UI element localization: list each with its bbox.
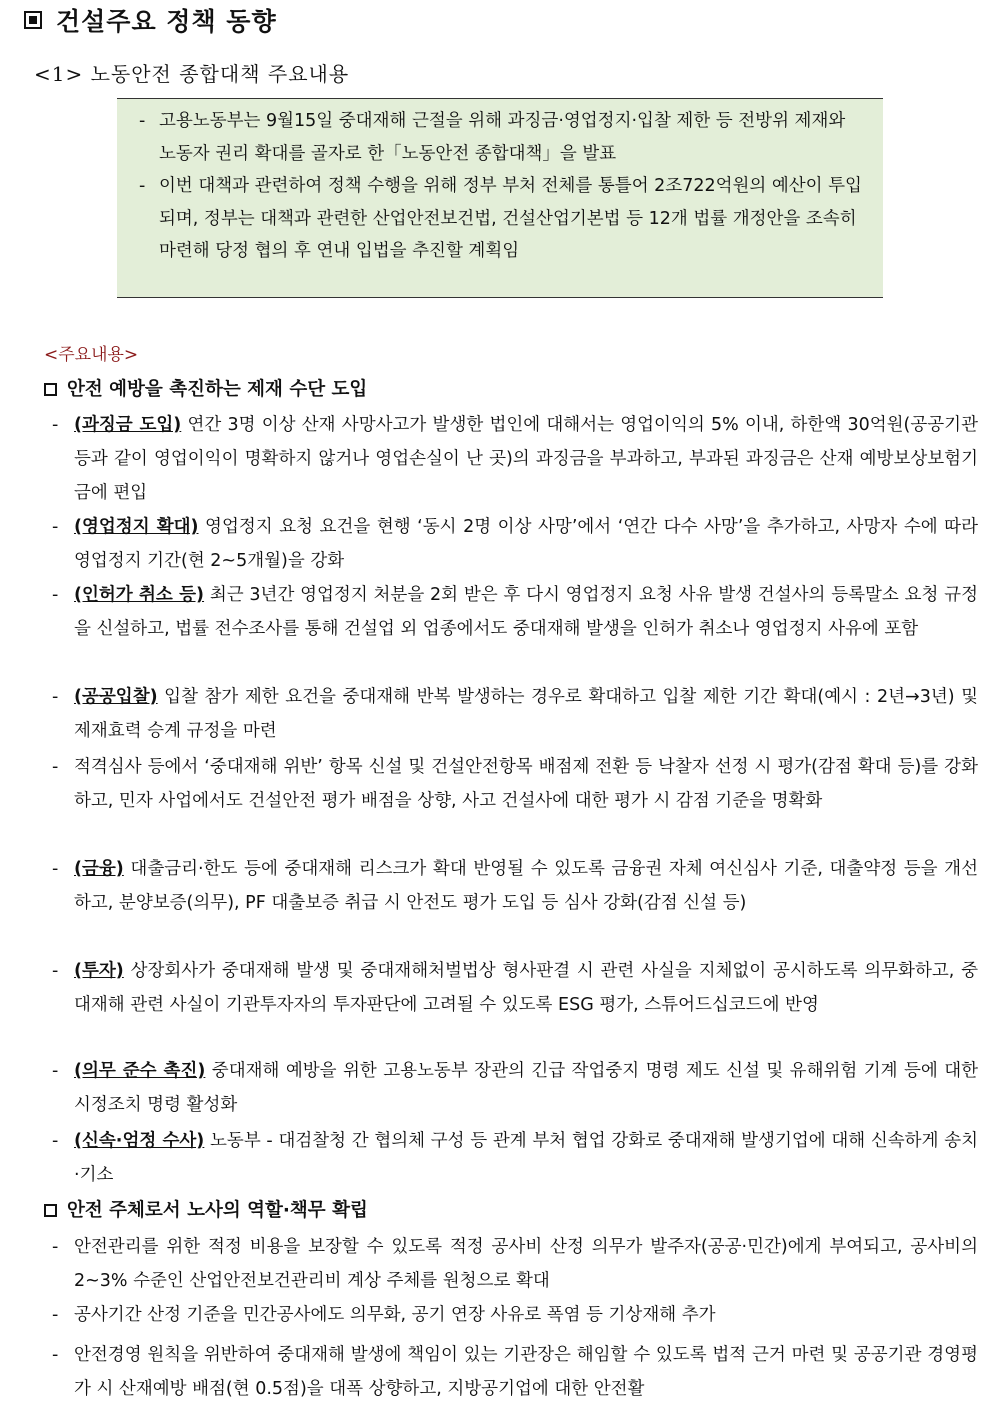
list-item: - (신속·엄정 수사) 노동부 - 대검찰청 간 협의체 구성 등 관계 부처 협업 강화로 중대재해 발생기업에 대해 신속하게 송치·기소 xyxy=(52,1131,979,1185)
category-title: 안전 주체로서 노사의 역할·책무 확립 xyxy=(67,1200,368,1221)
item-text: 연간 3명 이상 산재 사망사고가 발생한 법인에 대해서는 영업이익의 5% 이내, 하한액 30억원(공공기관 등과 같이 영업이익이 명확하지 않거나 영업손실이 난 곳)의 과징금을 부과하고, 부과된 과징금은 산재 예방보상보험기금에 편입 xyxy=(74,415,978,503)
checkbox-square-icon xyxy=(44,1204,57,1217)
item-text: 안전경영 원칙을 위반하여 중대재해 발생에 책임이 있는 기관장은 해임할 수 있도록 법적 근거 마련 및 공공기관 경영평가 시 산재예방 배점(현 0.5점)을 대폭 상향하고, 지방공기업에 대한 안전활 xyxy=(74,1345,978,1399)
summary-paragraph: - 고용노동부는 9월15일 중대재해 근절을 위해 과징금·영업정지·입찰 제한 등 전방위 제재와 노동자 권리 확대를 골자로 한「노동안전 종합대책」을 발표 xyxy=(139,105,863,170)
item-text: 영업정지 요청 요건을 현행 ‘동시 2명 이상 사망’에서 ‘연간 다수 사망’을 추가하고, 사망자 수에 따라 영업정지 기간(현 2~5개월)을 강화 xyxy=(74,517,978,571)
item-keyword: (공공입찰) xyxy=(74,687,158,707)
list-item: - (과징금 도입) 연간 3명 이상 산재 사망사고가 발생한 법인에 대해서는 영업이익의 5% 이내, 하한액 30억원(공공기관 등과 같이 영업이익이 명확하지 않거나 영업손실이 난 곳)의 과징금을 부과하고, 부과된 과징금은 산재 예방보상보험기금에 편입 xyxy=(52,415,978,503)
item-keyword: (과징금 도입) xyxy=(74,415,182,435)
item-text: 노동부 - 대검찰청 간 협의체 구성 등 관계 부처 협업 강화로 중대재해 발생기업에 대해 신속하게 송치·기소 xyxy=(74,1131,979,1185)
category-heading xyxy=(44,1196,368,1222)
summary-text: 이번 대책과 관련하여 정책 수행을 위해 정부 부처 전체를 통틀어 2조722억원의 예산이 투입되며, 정부는 대책과 관련한 산업안전보건법, 건설산업기본법 등 12개 법률 개정안을 조속히 마련해 당정 협의 후 연내 입법을 추진할 계획임 xyxy=(159,176,862,261)
summary-paragraph: - 이번 대책과 관련하여 정책 수행을 위해 정부 부처 전체를 통틀어 2조722억원의 예산이 투입되며, 정부는 대책과 관련한 산업안전보건법, 건설산업기본법 등 12개 법률 개정안을 조속히 마련해 당정 협의 후 연내 입법을 추진할 계획임 xyxy=(139,170,863,268)
item-text: 최근 3년간 영업정지 처분을 2회 받은 후 다시 영업정지 요청 사유 발생 건설사의 등록말소 요청 규정을 신설하고, 법률 전수조사를 통해 건설업 외 업종에서도 중대재해 발생을 인허가 취소나 영업정지 사유에 포함 xyxy=(74,585,978,639)
checkbox-square-icon xyxy=(44,383,57,396)
list-item: - (영업정지 확대) 영업정지 요청 요건을 현행 ‘동시 2명 이상 사망’에서 ‘연간 다수 사망’을 추가하고, 사망자 수에 따라 영업정지 기간(현 2~5개월)을 강화 xyxy=(52,517,978,571)
item-text: 안전관리를 위한 적정 비용을 보장할 수 있도록 적정 공사비 산정 의무가 발주자(공공·민간)에게 부여되고, 공사비의 2~3% 수준인 산업안전보건관리비 계상 주체를 원청으로 확대 xyxy=(74,1237,978,1291)
item-text: 중대재해 예방을 위한 고용노동부 장관의 긴급 작업중지 명령 제도 신설 및 유해위험 기계 등에 대한 시정조치 명령 활성화 xyxy=(74,1061,978,1115)
summary-box xyxy=(117,98,883,298)
list-item: - 적격심사 등에서 ‘중대재해 위반’ 항목 신설 및 건설안전항목 배점제 전환 등 낙찰자 선정 시 평가(감점 확대 등)를 강화하고, 민자 사업에서도 건설안전 평가 배점을 상향, 사고 건설사에 대한 평가 시 감점 기준을 명확화 xyxy=(52,757,978,811)
list-item: - 안전관리를 위한 적정 비용을 보장할 수 있도록 적정 공사비 산정 의무가 발주자(공공·민간)에게 부여되고, 공사비의 2~3% 수준인 산업안전보건관리비 계상 주체를 원청으로 확대 xyxy=(52,1237,978,1291)
filled-square-icon xyxy=(24,11,42,29)
item-text: 적격심사 등에서 ‘중대재해 위반’ 항목 신설 및 건설안전항목 배점제 전환 등 낙찰자 선정 시 평가(감점 확대 등)를 강화하고, 민자 사업에서도 건설안전 평가 배점을 상향, 사고 건설사에 대한 평가 시 감점 기준을 명확화 xyxy=(74,757,978,811)
list-item: - 공사기간 산정 기준을 민간공사에도 의무화, 공기 연장 사유로 폭염 등 기상재해 추가 xyxy=(52,1305,716,1325)
item-text: 입찰 참가 제한 요건을 중대재해 반복 발생하는 경우로 확대하고 입찰 제한 기간 확대(예시 : 2년→3년) 및 제재효력 승계 규정을 마련 xyxy=(74,687,978,741)
item-keyword: (신속·엄정 수사) xyxy=(74,1131,205,1151)
section-subtitle: <1> 노동안전 종합대책 주요내용 xyxy=(34,62,350,86)
item-keyword: (금융) xyxy=(74,859,124,879)
item-text: 상장회사가 중대재해 발생 및 중대재해처벌법상 형사판결 시 관련 사실을 지체없이 공시하도록 의무화하고, 중대재해 관련 사실이 기관투자자의 투자판단에 고려될 수 있도록 ESG 평가, 스튜어드십코드에 반영 xyxy=(74,961,978,1015)
category-title: 안전 예방을 촉진하는 제재 수단 도입 xyxy=(67,379,368,400)
item-keyword: (인허가 취소 등) xyxy=(74,585,205,605)
summary-text: 고용노동부는 9월15일 중대재해 근절을 위해 과징금·영업정지·입찰 제한 등 전방위 제재와 노동자 권리 확대를 골자로 한「노동안전 종합대책」을 발표 xyxy=(159,111,846,164)
item-text: 공사기간 산정 기준을 민간공사에도 의무화, 공기 연장 사유로 폭염 등 기상재해 추가 xyxy=(74,1305,716,1325)
document-title xyxy=(24,2,277,38)
item-keyword: (영업정지 확대) xyxy=(74,517,199,537)
document-title-text: 건설주요 정책 동향 xyxy=(56,7,277,36)
list-item: - (투자) 상장회사가 중대재해 발생 및 중대재해처벌법상 형사판결 시 관련 사실을 지체없이 공시하도록 의무화하고, 중대재해 관련 사실이 기관투자자의 투자판단에 고려될 수 있도록 ESG 평가, 스튜어드십코드에 반영 xyxy=(52,961,978,1015)
list-item: - (의무 준수 촉진) 중대재해 예방을 위한 고용노동부 장관의 긴급 작업중지 명령 제도 신설 및 유해위험 기계 등에 대한 시정조치 명령 활성화 xyxy=(52,1061,978,1115)
item-keyword: (투자) xyxy=(74,961,124,981)
list-item: - (공공입찰) 입찰 참가 제한 요건을 중대재해 반복 발생하는 경우로 확대하고 입찰 제한 기간 확대(예시 : 2년→3년) 및 제재효력 승계 규정을 마련 xyxy=(52,687,978,741)
main-contents-label: <주요내용> xyxy=(44,345,139,365)
category-heading xyxy=(44,375,367,401)
item-text: 대출금리·한도 등에 중대재해 리스크가 확대 반영될 수 있도록 금융권 자체 여신심사 기준, 대출약정 등을 개선하고, 분양보증(의무), PF 대출보증 취급 시 안전도 평가 도입 등 심사 강화(감점 신설 등) xyxy=(74,859,978,913)
item-keyword: (의무 준수 촉진) xyxy=(74,1061,206,1081)
list-item: - (인허가 취소 등) 최근 3년간 영업정지 처분을 2회 받은 후 다시 영업정지 요청 사유 발생 건설사의 등록말소 요청 규정을 신설하고, 법률 전수조사를 통해 건설업 외 업종에서도 중대재해 발생을 인허가 취소나 영업정지 사유에 포함 xyxy=(52,585,978,639)
list-item: - (금융) 대출금리·한도 등에 중대재해 리스크가 확대 반영될 수 있도록 금융권 자체 여신심사 기준, 대출약정 등을 개선하고, 분양보증(의무), PF 대출보증 취급 시 안전도 평가 도입 등 심사 강화(감점 신설 등) xyxy=(52,859,978,913)
list-item: - 안전경영 원칙을 위반하여 중대재해 발생에 책임이 있는 기관장은 해임할 수 있도록 법적 근거 마련 및 공공기관 경영평가 시 산재예방 배점(현 0.5점)을 대폭 상향하고, 지방공기업에 대한 안전활 xyxy=(52,1345,978,1399)
